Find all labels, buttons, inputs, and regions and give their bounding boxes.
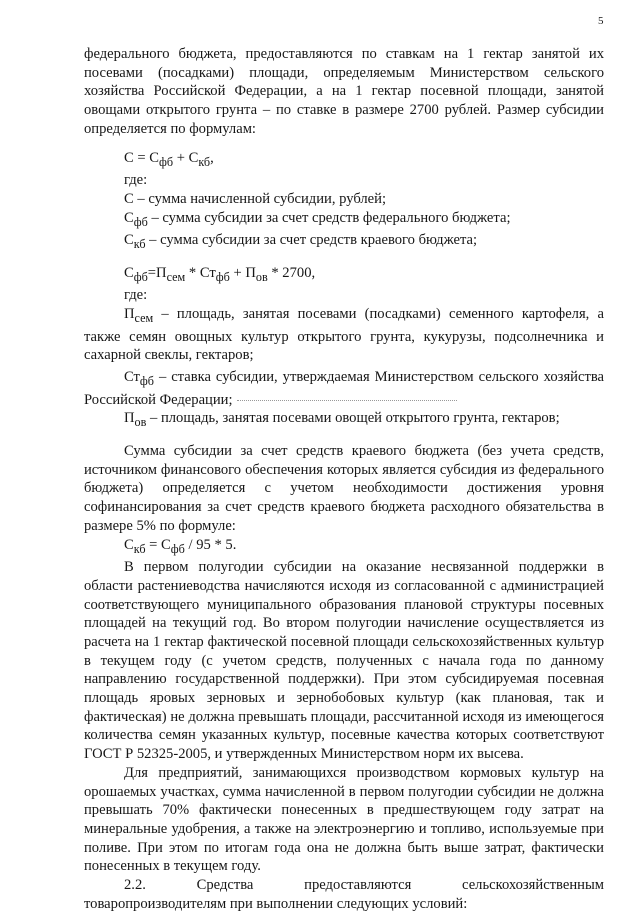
- formula-text: * 2700,: [267, 264, 316, 281]
- symbol-subscript: сем: [134, 310, 154, 325]
- formula-federal: [84, 264, 604, 287]
- symbol-subscript: кб: [133, 237, 146, 252]
- spacer: [84, 432, 604, 442]
- symbol-subscript: ов: [134, 415, 147, 430]
- formula-text: + С: [173, 149, 199, 166]
- def-ckb: [84, 231, 604, 254]
- formula-subscript: сем: [166, 269, 186, 284]
- formula-text: + П: [229, 264, 256, 281]
- intro-paragraph: федерального бюджета, предоставляются по ставкам на 1 гектар занятой их посевами (посадками) площади, определяемым Министерством сельского хозяйства Российской Федерации, а на 1 гектар посевной площади, занятой овощами открытого грунта – по ставке в размере 2700 рублей. Размер субсидии определяется по формулам:: [84, 46, 604, 137]
- definition-text: – площадь, занятая посевами овощей открытого грунта, гектаров;: [146, 410, 560, 427]
- formula-subscript: ов: [255, 269, 268, 284]
- formula-text: С: [124, 264, 134, 281]
- definition-text: – площадь, занятая посевами (посадками) семенного картофеля, а также семян овощных культур открытого грунта, кукурузы, подсолнечника и сахарной свеклы, гектаров;: [84, 306, 604, 364]
- fodder-paragraph: Для предприятий, занимающихся производством кормовых культур на орошаемых участках, сумма начисленной в первом полугодии субсидии не должна превышать 70% фактически понесенных в предшествующем году затрат на минеральные удобрения, а также на электроэнергию и топливо, используемые при поливе. При этом по итогам года она не должна быть выше затрат, фактически понесенных в текущем году.: [84, 764, 604, 875]
- symbol: П: [124, 410, 135, 427]
- formula-subscript: кб: [133, 541, 146, 556]
- regional-paragraph: Сумма субсидии за счет средств краевого бюджета (без учета средств, источником финансового обеспечения которых является субсидия из федерального бюджета) определяется с учетом необходимости достижения уровня софинансирования за счет средств краевого бюджета расходного обязательства в размере 5% по формуле:: [84, 443, 604, 534]
- formula-text: = С: [145, 536, 171, 553]
- def-c: С – сумма начисленной субсидии, рублей;: [124, 190, 387, 207]
- formula-text: * Ст: [185, 264, 216, 281]
- formula-text: / 95 * 5.: [184, 536, 237, 553]
- where-label: где:: [124, 172, 148, 189]
- section-2-2-paragraph: 2.2. Средства предоставляются сельскохозяйственным товаропроизводителям при выполнении следующих условий:: [84, 877, 604, 912]
- definition-text: – ставка субсидии, утверждаемая Министерством сельского хозяйства Российской Федерации;: [84, 369, 604, 408]
- formula-subscript: кб: [198, 154, 211, 169]
- formula-text: С = С: [124, 149, 159, 166]
- symbol-subscript: фб: [133, 214, 148, 229]
- def-psem: [84, 305, 604, 365]
- definition-text: – сумма субсидии за счет средств краевого бюджета;: [145, 232, 478, 249]
- page-number: 5: [598, 15, 604, 27]
- formula-text: =П: [147, 264, 167, 281]
- formula-subscript: фб: [170, 541, 185, 556]
- formula-subscript: фб: [215, 269, 230, 284]
- document-body: [84, 45, 604, 913]
- formula-text: С: [124, 536, 134, 553]
- formula-subscript: фб: [159, 154, 174, 169]
- where-label: где:: [124, 287, 148, 304]
- symbol: С: [124, 232, 134, 249]
- dotted-fill-line: [237, 400, 457, 401]
- definition-text: – сумма субсидии за счет средств федерального бюджета;: [147, 209, 511, 226]
- symbol-subscript: фб: [139, 373, 154, 388]
- symbol: Ст: [124, 369, 140, 386]
- symbol: С: [124, 209, 134, 226]
- spacer: [84, 254, 604, 264]
- spacer: [84, 139, 604, 149]
- def-cfb: [84, 209, 604, 232]
- formula-subscript: фб: [133, 269, 148, 284]
- def-pov: [84, 409, 604, 432]
- symbol: П: [124, 306, 135, 323]
- formula-total: [84, 149, 604, 172]
- formula-text: ,: [210, 149, 214, 166]
- first-half-paragraph: В первом полугодии субсидии на оказание несвязанной поддержки в области растениеводства начисляются исходя из согласованной с администрацией соответствующего муниципального образования плановой структуры посевных площадей на текущий год. Во втором полугодии начисление осуществляется из расчета на 1 гектар фактической посевной площади сельскохозяйственных культур в текущем году (с учетом средств, полученных с начала года по данному направлению государственной поддержки). При этом субсидируемая посевная площадь яровых зерновых и зернобобовых культур (как плановая, так и фактическая) не должна превышать площади, рассчитанной исходя из имеющегося количества семян указанных культур, посевные качества которых соответствуют ГОСТ Р 52325-2005, и утвержденных Министерством норм их высева.: [84, 559, 604, 763]
- formula-regional: [84, 536, 604, 559]
- def-stfb: [84, 368, 604, 409]
